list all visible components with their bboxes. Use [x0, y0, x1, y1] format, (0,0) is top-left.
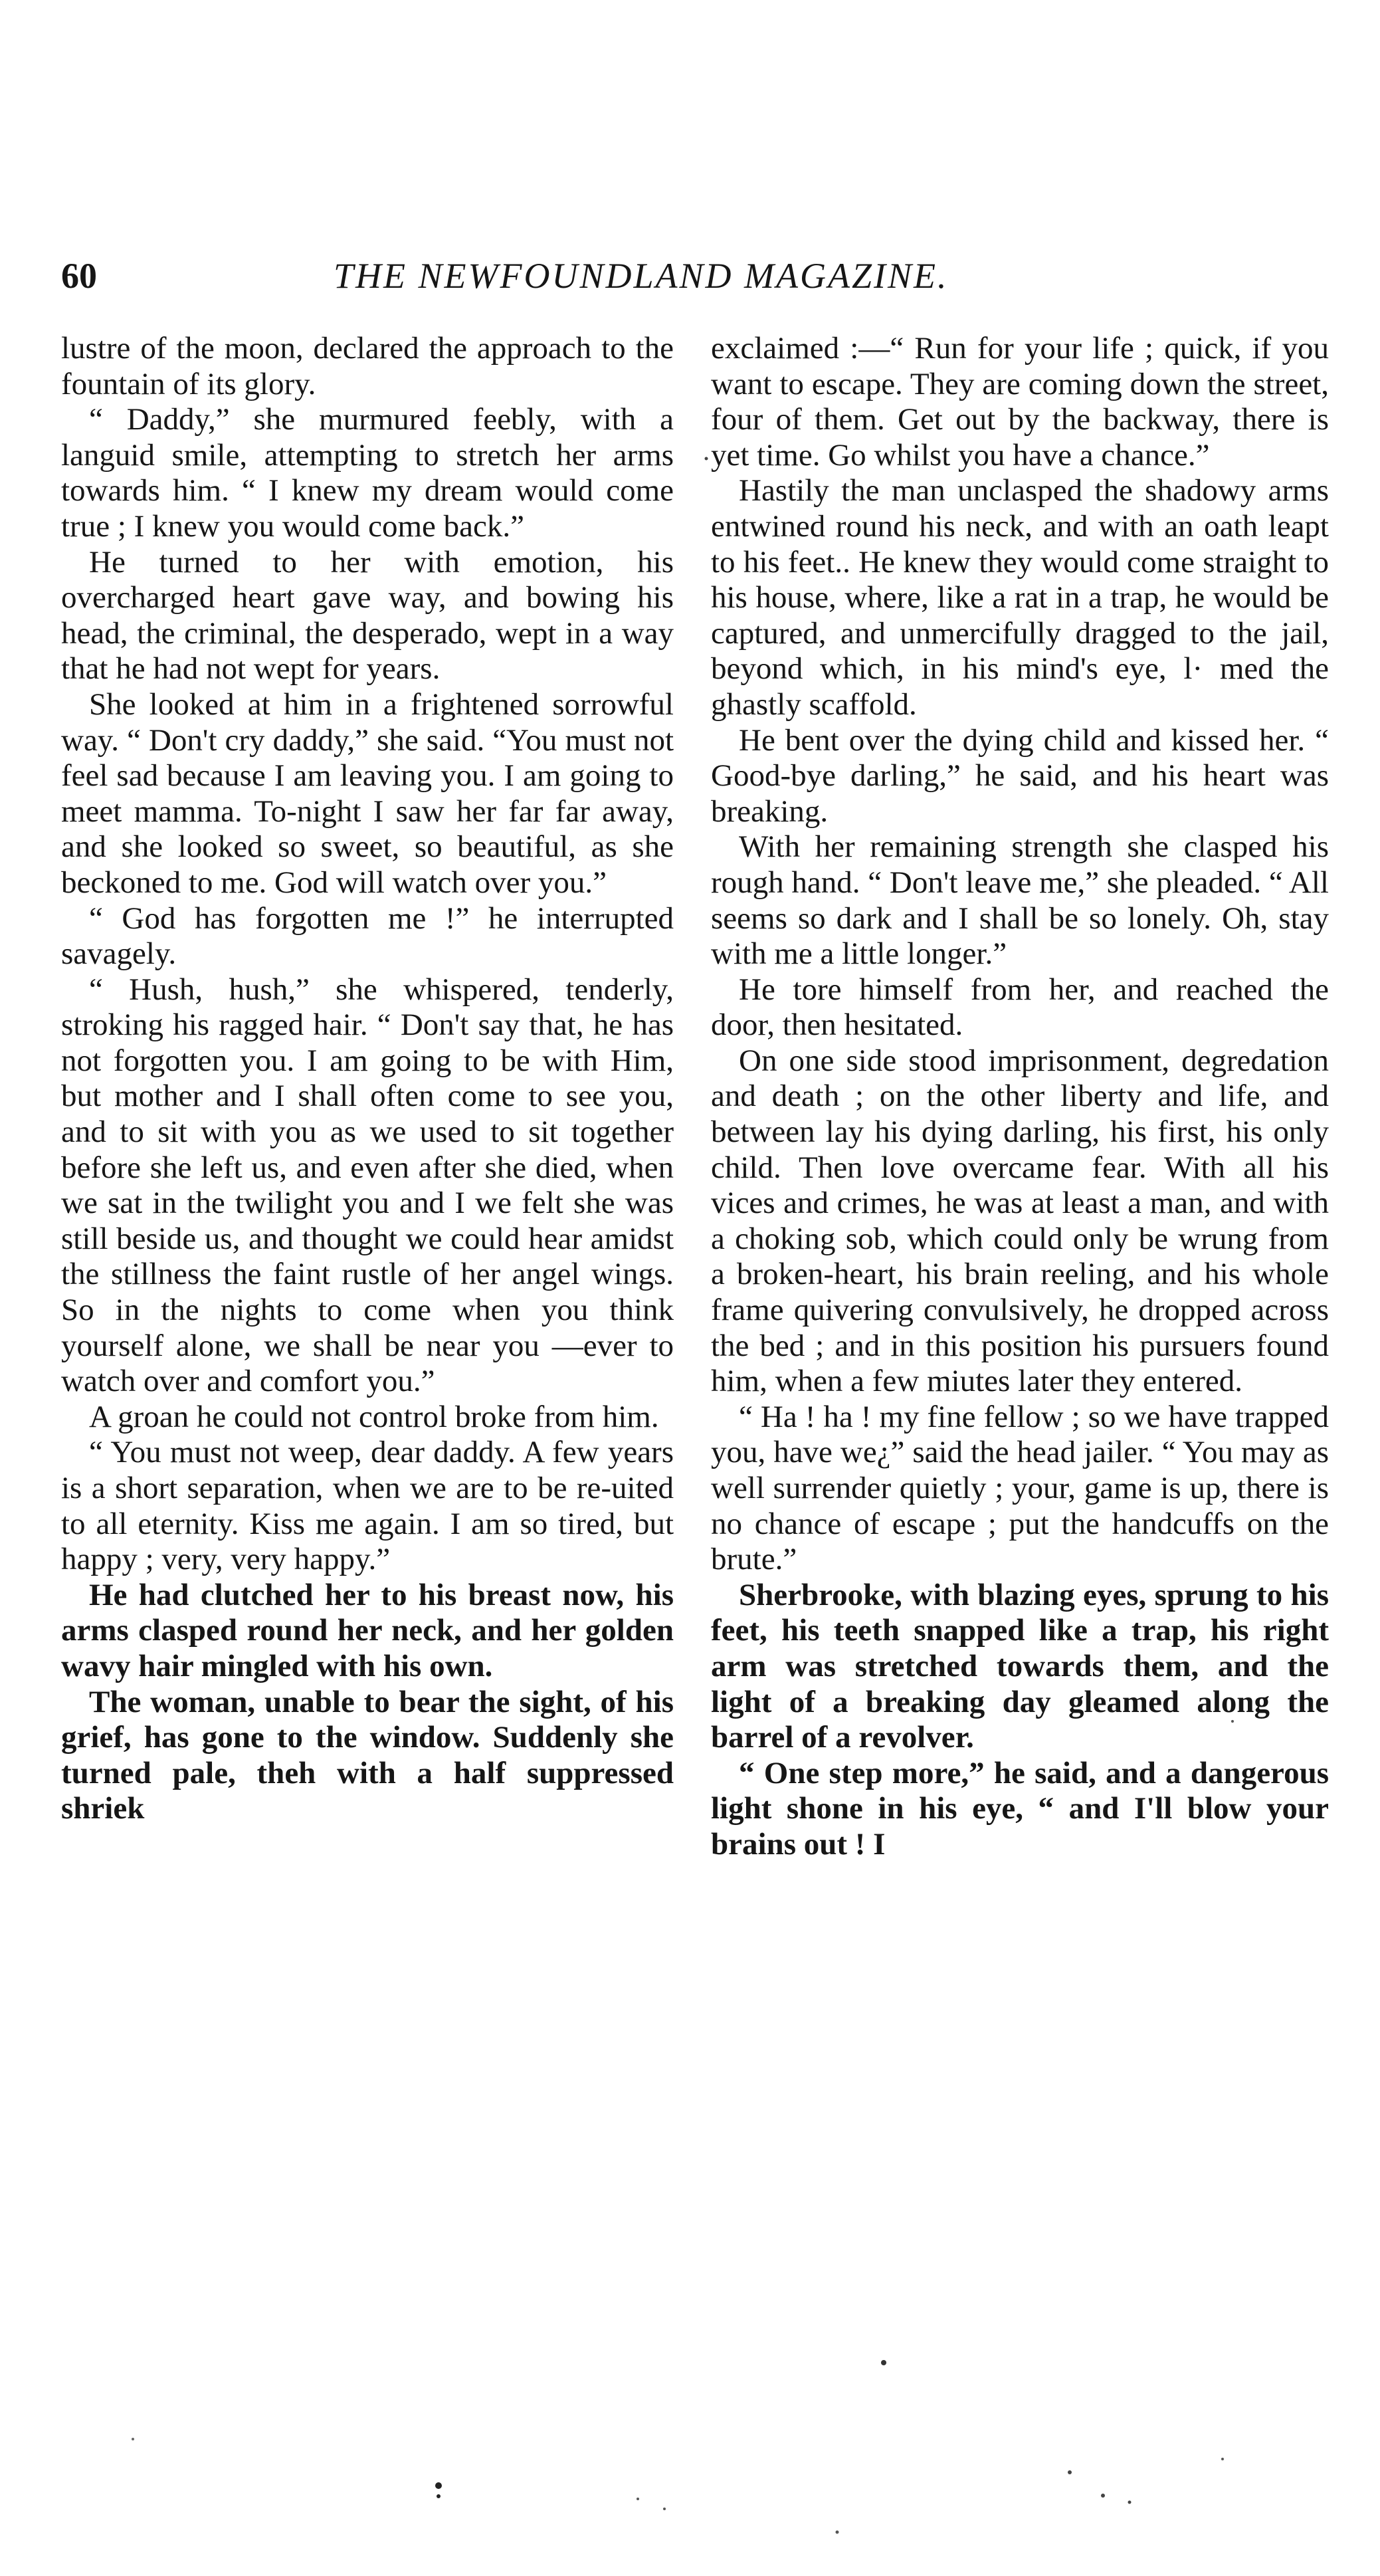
- paragraph: The woman, unable to bear the sight, of his grief, has gone to the window. Suddenly she turned pale, theh with a half suppressed shriek: [61, 1684, 674, 1826]
- right-column: [711, 331, 1329, 1863]
- paragraph: “ God has forgotten me !” he interrupted savagely.: [61, 901, 674, 972]
- paragraph: Sherbrooke, with blazing eyes, sprung to his feet, his teeth snapped like a trap, his right arm was stretched towards them, and the light of a breaking day gleamed along the barrel of a revolver.: [711, 1577, 1329, 1755]
- paragraph: “ Daddy,” she murmured feebly, with a languid smile, attempting to stretch her arms towards him. “ I knew my dream would come true ; I knew you would come back.”: [61, 402, 674, 544]
- paragraph: “ Ha ! ha ! my fine fellow ; so we have trapped you, have we¿” said the head jailer. “ You may as well surrender quietly ; your, game is up, there is no chance of escape ; put the handcuffs on the brute.”: [711, 1399, 1329, 1577]
- paragraph: On one side stood imprisonment, degredation and death ; on the other liberty and life, and between lay his dying darling, his first, his only child. Then love overcame fear. With all his vices and crimes, he was at least a man, and with a choking sob, which could only be wrung from a broken-heart, his brain reeling, and his whole frame quivering convulsively, he dropped across the bed ; and in this position his pursuers found him, when a few miutes later they entered.: [711, 1043, 1329, 1399]
- paragraph: She looked at him in a frightened sorrowful way. “ Don't cry daddy,” she said. “You must not feel sad because I am leaving you. I am going to meet mamma. To-night I saw her far far away, and she looked so sweet, so beautiful, as she beckoned to me. God will watch over you.”: [61, 687, 674, 900]
- paragraph: With her remaining strength she clasped his rough hand. “ Don't leave me,” she pleaded. “ All seems so dark and I shall be so lonely. Oh, stay with me a little longer.”: [711, 829, 1329, 972]
- paragraph: He tore himself from her, and reached the door, then hesitated.: [711, 972, 1329, 1043]
- page-number: 60: [61, 256, 97, 296]
- paragraph: lustre of the moon, declared the approach to the fountain of its glory.: [61, 331, 674, 401]
- page-header: [61, 249, 1124, 302]
- running-title: THE NEWFOUNDLAND MAGAZINE.: [334, 256, 949, 296]
- paragraph: “ One step more,” he said, and a dangerous light shone in his eye, “ and I'll blow your brains out ! I: [711, 1755, 1329, 1862]
- paragraph: “ You must not weep, dear daddy. A few years is a short separation, when we are to be re-uited to all eternity. Kiss me again. I am so tired, but happy ; very, very happy.”: [61, 1435, 674, 1577]
- paragraph: He bent over the dying child and kissed her. “ Good-bye darling,” he said, and his heart was breaking.: [711, 722, 1329, 829]
- paragraph: A groan he could not control broke from him.: [89, 1399, 659, 1434]
- paragraph: He turned to her with emotion, his overcharged heart gave way, and bowing his head, the criminal, the desperado, wept in a way that he had not wept for years.: [61, 544, 674, 687]
- paragraph: Hastily the man unclasped the shadowy arms entwined round his neck, and with an oath leapt to his feet.. He knew they would come straight to his house, where, like a rat in a trap, he would be captured, and unmercifully dragged to the jail, beyond which, in his mind's eye, l· med the ghastly scaffold.: [711, 473, 1329, 722]
- paragraph: He had clutched her to his breast now, his arms clasped round her neck, and her golden wavy hair mingled with his own.: [61, 1577, 674, 1683]
- left-column: [61, 331, 674, 1827]
- paragraph: exclaimed :—“ Run for your life ; quick, if you want to escape. They are coming down the street, four of them. Get out by the backway, there is yet time. Go whilst you have a chance.”: [711, 331, 1329, 473]
- paragraph: “ Hush, hush,” she whispered, tenderly, stroking his ragged hair. “ Don't say that, he has not forgotten you. I am going to be with Him, but mother and I shall often come to see you, and to sit with you as we used to sit together before she left us, and even after she died, when we sat in the twilight you and I we felt she was still beside us, and thought we could hear amidst the stillness the faint rustle of her angel wings. So in the nights to come when you think yourself alone, we shall be near you —ever to watch over and comfort you.”: [61, 972, 674, 1399]
